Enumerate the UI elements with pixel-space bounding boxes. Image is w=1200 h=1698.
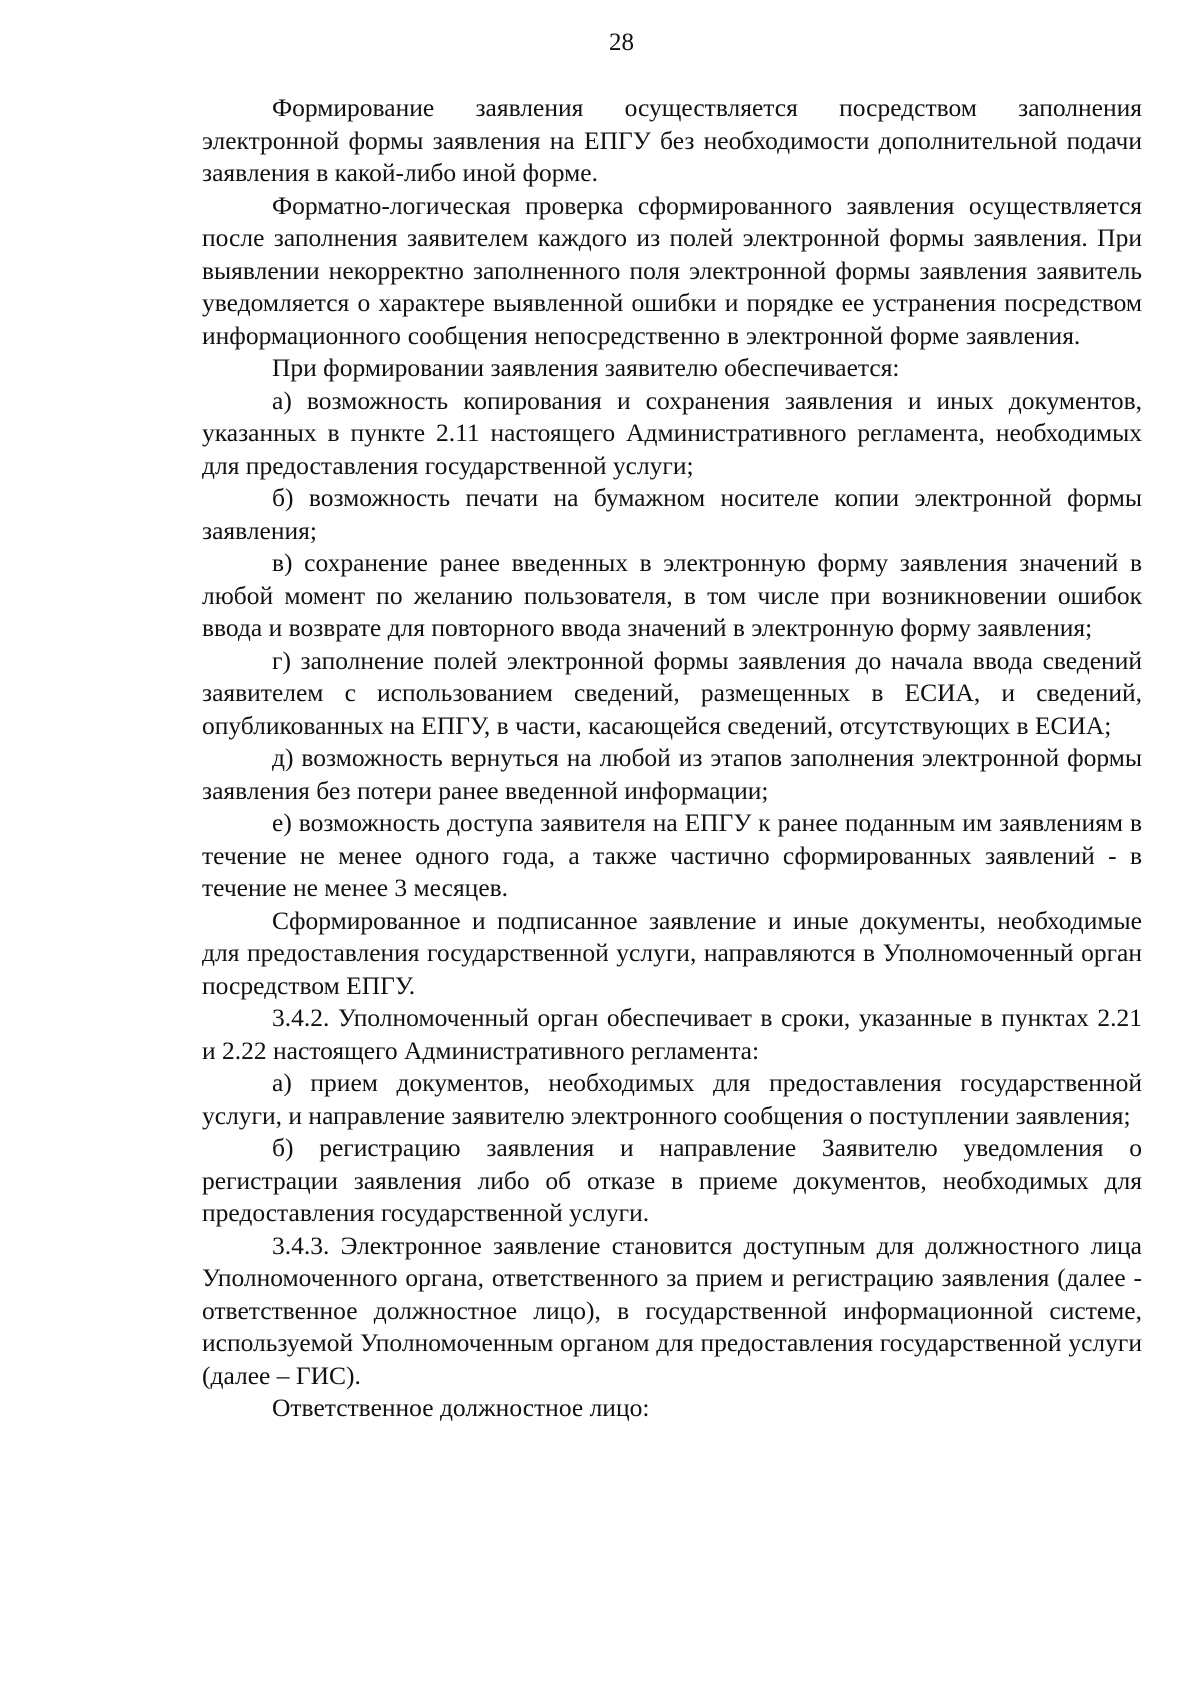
paragraph-format-check: Форматно-логическая проверка сформированного заявления осуществляется после заполнения заявителем каждого из полей электронной формы заявления. При выявлении некорректно заполненного поля электронной формы заявления заявитель уведомляется о характере выявленной ошибки и порядке ее устранения посредством информационного сообщения непосредственно в электронной форме заявления. xyxy=(202,190,1142,350)
page-number: 28 xyxy=(609,29,634,56)
list-item-e-return: д) возможность вернуться на любой из этапов заполнения электронной формы заявления без потери ранее введенной информации; xyxy=(202,743,1142,805)
paragraph-3-4-2: 3.4.2. Уполномоченный орган обеспечивает в сроки, указанные в пунктах 2.21 и 2.22 настоящего Административного регламента: xyxy=(202,1003,1142,1065)
paragraph-submission: Сформированное и подписанное заявление и иные документы, необходимые для предоставления государственной услуги, направляются в Уполномоченный орган посредством ЕПГУ. xyxy=(202,905,1142,1000)
list-item-a-copying: а) возможность копирования и сохранения заявления и иных документов, указанных в пункте 2.11 настоящего Административного регламента, необходимых для предоставления государственной услуги; xyxy=(202,385,1142,480)
list-item-a-reception: а) прием документов, необходимых для предоставления государственной услуги, и направление заявителю электронного сообщения о поступлении заявления; xyxy=(202,1068,1142,1130)
paragraph-3-4-3: 3.4.3. Электронное заявление становится доступным для должностного лица Уполномоченного органа, ответственного за прием и регистрацию заявления (далее - ответственное должностное лицо), в государственной информационной системе, используемой Уполномоченным органом для предоставления государственной услуги (далее – ГИС). xyxy=(202,1230,1142,1390)
paragraph-applicant-provided: При формировании заявления заявителю обеспечивается: xyxy=(272,353,900,382)
list-item-b-printing: б) возможность печати на бумажном носителе копии электронной формы заявления; xyxy=(202,483,1142,545)
list-item-d-prefill: г) заполнение полей электронной формы заявления до начала ввода сведений заявителем с использованием сведений, размещенных в ЕСИА, и сведений, опубликованных на ЕПГУ, в части, касающейся сведений, отсутствующих в ЕСИА; xyxy=(202,645,1142,740)
paragraph-form-filling: Формирование заявления осуществляется посредством заполнения электронной формы заявления на ЕПГУ без необходимости дополнительной подачи заявления в какой-либо иной форме. xyxy=(202,93,1142,187)
list-item-b-registration: б) регистрацию заявления и направление Заявителю уведомления о регистрации заявления либо об отказе в приеме документов, необходимых для предоставления государственной услуги. xyxy=(202,1133,1142,1227)
paragraph-responsible-official: Ответственное должностное лицо: xyxy=(272,1393,650,1422)
document-body xyxy=(202,92,1142,1425)
list-item-c-saving: в) сохранение ранее введенных в электронную форму заявления значений в любой момент по желанию пользователя, в том числе при возникновении ошибок ввода и возврате для повторного ввода значений в электронную форму заявления; xyxy=(202,548,1142,642)
list-item-f-access: е) возможность доступа заявителя на ЕПГУ к ранее поданным им заявлениям в течение не менее одного года, а также частично сформированных заявлений - в течение не менее 3 месяцев. xyxy=(202,808,1142,902)
